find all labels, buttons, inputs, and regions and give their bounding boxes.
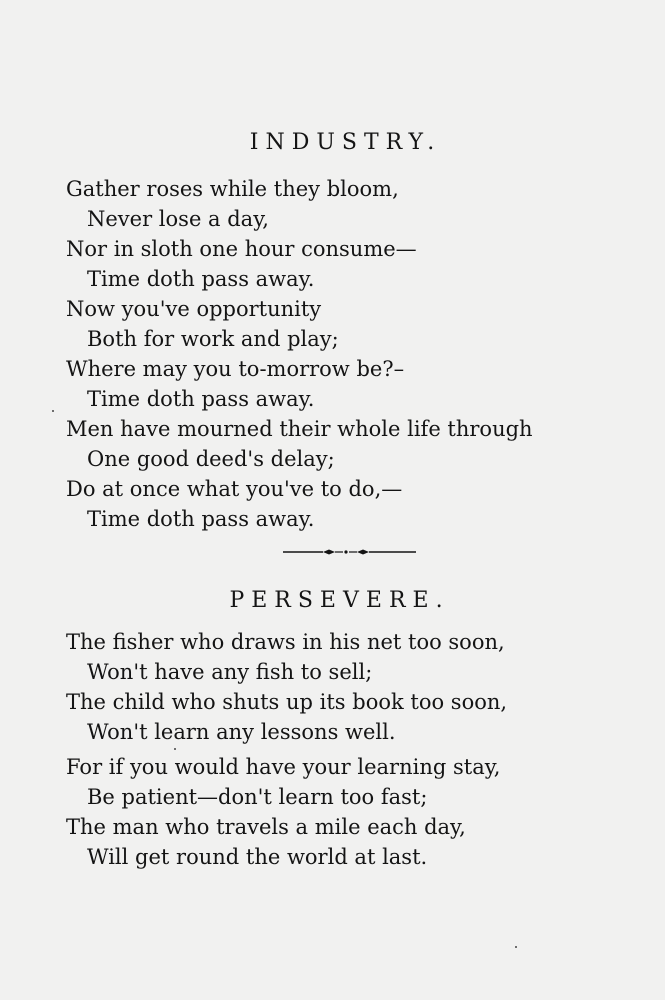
stanza <box>66 414 533 534</box>
poem-line: Now you've opportunity <box>66 297 322 321</box>
poem-line: Time doth pass away. <box>87 387 315 411</box>
poem-line: The child who shuts up its book too soon, <box>66 690 508 714</box>
poem-line: Both for work and play; <box>87 327 339 351</box>
print-speck <box>515 946 517 948</box>
stanza <box>66 174 417 294</box>
poem-line: The man who travels a mile each day, <box>66 815 466 839</box>
poem-title-persevere: PERSEVERE. <box>229 588 450 613</box>
poem-line: The fisher who draws in his net too soon, <box>66 630 505 654</box>
poem-line: Time doth pass away. <box>87 267 315 291</box>
stanza <box>66 627 507 747</box>
print-speck <box>174 748 176 750</box>
poem-line: One good deed's delay; <box>87 447 335 471</box>
poem-line: Be patient—don't learn too fast; <box>87 785 428 809</box>
poem-line: Nor in sloth one hour consume— <box>66 237 417 261</box>
poem-line: Will get round the world at last. <box>87 845 428 869</box>
poem-line: Where may you to-morrow be?– <box>66 357 405 381</box>
ornament-divider-icon <box>283 544 416 560</box>
poem-line: Do at once what you've to do,— <box>66 477 403 501</box>
poem-line: Never lose a day, <box>87 207 269 231</box>
poem-line: Won't learn any lessons well. <box>87 720 396 744</box>
poem-line: Men have mourned their whole life through <box>66 417 533 441</box>
poem-title-industry: INDUSTRY. <box>249 130 442 155</box>
poem-line: Gather roses while they bloom, <box>66 177 399 201</box>
stanza <box>66 294 404 414</box>
stanza <box>66 752 500 872</box>
print-speck <box>52 410 54 412</box>
poem-line: Won't have any fish to sell; <box>87 660 373 684</box>
poem-line: For if you would have your learning stay, <box>66 755 501 779</box>
poem-line: Time doth pass away. <box>87 507 315 531</box>
